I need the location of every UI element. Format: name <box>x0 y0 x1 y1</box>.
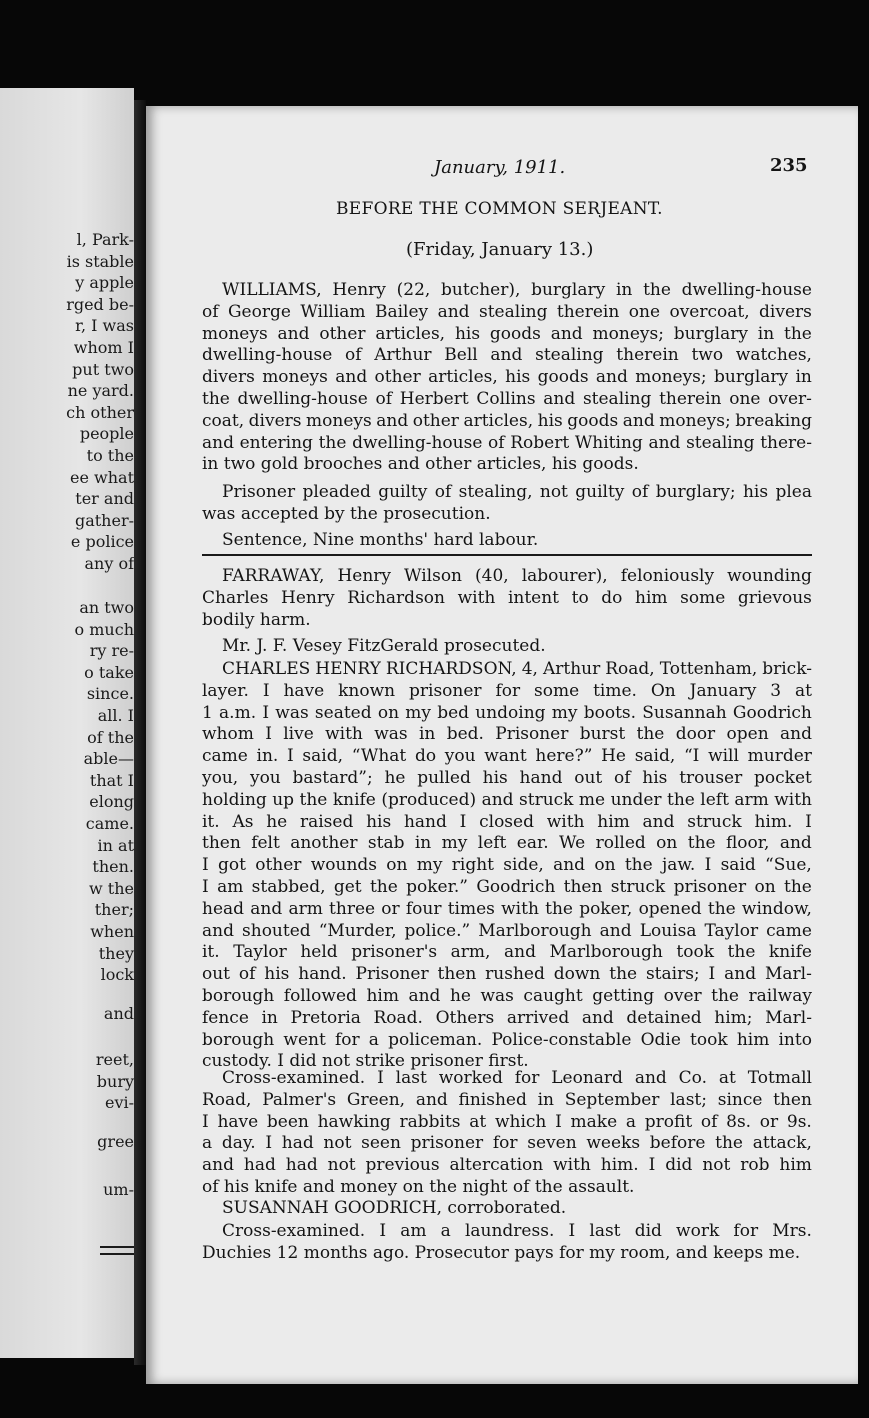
text-line: out of his hand. Prisoner then rushed down the stairs; I and Marl- <box>202 964 812 985</box>
court-heading: BEFORE THE COMMON SERJEANT. <box>336 199 663 219</box>
left-page-text-fragment: an two <box>79 598 134 617</box>
text-line: I am stabbed, get the poker.” Goodrich then struck prisoner on the <box>202 877 812 897</box>
left-page-text-fragment: reet, <box>95 1050 134 1069</box>
left-page-text-fragment: and <box>103 1004 134 1023</box>
text-line: in two gold brooches and other articles, his goods. <box>202 454 639 475</box>
right-page <box>146 106 858 1384</box>
left-page-text-fragment: is stable <box>66 251 134 271</box>
left-page-text-fragment: ter and <box>75 489 134 509</box>
left-page-text-fragment: they <box>98 943 134 963</box>
left-page-text-fragment: came. <box>85 814 134 833</box>
left-page-text-fragment: l, Park- <box>76 230 134 249</box>
left-page-text-fragment: in at <box>97 835 134 855</box>
text-line: bodily harm. <box>202 609 311 630</box>
text-line: borough followed him and he was caught getting over the railway <box>202 986 812 1006</box>
text-line: coat, divers moneys and other articles, his goods and moneys; breaking <box>202 410 812 431</box>
text-line: divers moneys and other articles, his goods and moneys; burglary in <box>202 367 812 388</box>
text-line: of George William Bailey and stealing therein one overcoat, divers <box>202 301 812 322</box>
text-line: was accepted by the prosecution. <box>202 503 491 524</box>
left-page-text-fragment: gather- <box>74 510 134 530</box>
text-line: moneys and other articles, his goods and moneys; burglary in the <box>202 323 812 344</box>
left-page-text-fragment: o take <box>84 662 134 682</box>
left-page-text-fragment: that I <box>89 770 134 790</box>
running-title: January, 1911. <box>434 157 566 178</box>
left-page-rule <box>100 1246 134 1255</box>
left-page-text-fragment: all. I <box>97 706 134 725</box>
text-line: custody. I did not strike prisoner first. <box>202 1051 529 1072</box>
text-line: it. Taylor held prisoner's arm, and Marlborough took the knife <box>202 942 812 963</box>
left-page-text-fragment: um- <box>103 1180 134 1199</box>
text-line: a day. I had not seen prisoner for seven weeks before the attack, <box>202 1133 812 1154</box>
text-line: Road, Palmer's Green, and finished in September last; since then <box>202 1089 812 1110</box>
left-page-text-fragment: able— <box>83 749 134 769</box>
left-page-text-fragment: e police <box>70 532 134 552</box>
left-page-text-fragment: evi- <box>104 1093 134 1113</box>
goodrich-line: SUSANNAH GOODRICH, corroborated. <box>222 1198 567 1218</box>
text-line: the dwelling-house of Herbert Collins and stealing therein one over- <box>202 389 812 409</box>
left-page-text-fragment: since. <box>86 684 134 704</box>
section-divider <box>202 554 812 556</box>
left-page-text-fragment: w the <box>89 878 134 898</box>
text-line: head and arm three or four times with the poker, opened the window, <box>202 898 812 919</box>
left-page-text-fragment: to the <box>86 446 134 465</box>
left-page-text-fragment: then. <box>92 857 134 877</box>
text-line: Cross-examined. I am a laundress. I last did work for Mrs. <box>222 1221 812 1241</box>
text-line: fence in Pretoria Road. Others arrived and detained him; Marl- <box>202 1007 812 1028</box>
left-page <box>0 88 134 1358</box>
text-line: layer. I have known prisoner for some time. On January 3 at <box>202 680 812 701</box>
left-page-text-fragment: o much <box>74 619 134 639</box>
text-line: 1 a.m. I was seated on my bed undoing my boots. Susannah Goodrich <box>202 702 812 723</box>
text-line: and shouted “Murder, police.” Marlborough and Louisa Taylor came <box>202 920 812 941</box>
left-page-text-fragment: lock <box>100 965 134 985</box>
left-page-text-fragment: people <box>79 424 134 444</box>
text-line: of his knife and money on the night of the assault. <box>202 1177 635 1197</box>
left-page-text-fragment: whom I <box>73 338 134 357</box>
left-page-text-fragment: ee what <box>70 467 134 487</box>
text-line: then felt another stab in my left ear. We rolled on the floor, and <box>202 833 812 854</box>
text-line: and had had not previous altercation with him. I did not rob him <box>202 1155 812 1176</box>
text-line: I got other wounds on my right side, and on the jaw. I said “Sue, <box>202 855 812 876</box>
text-line: and entering the dwelling-house of Robert Whiting and stealing there- <box>202 432 812 453</box>
left-page-text-fragment: ry re- <box>89 641 134 661</box>
text-line: I have been hawking rabbits at which I make a profit of 8s. or 9s. <box>202 1111 812 1132</box>
session-date: (Friday, January 13.) <box>406 239 594 260</box>
text-line: Prisoner pleaded guilty of stealing, not guilty of burglary; his plea <box>222 482 812 502</box>
left-page-text-fragment: y apple <box>75 273 134 293</box>
text-line: came in. I said, “What do you want here?” He said, “I will murder <box>202 746 812 767</box>
left-page-text-fragment: ther; <box>94 900 134 920</box>
page-number: 235 <box>770 155 808 176</box>
text-line: CHARLES HENRY RICHARDSON, 4, Arthur Road, Tottenham, brick- <box>222 659 812 679</box>
text-line: Duchies 12 months ago. Prosecutor pays for my room, and keeps me. <box>202 1242 801 1263</box>
text-line: holding up the knife (produced) and struck me under the left arm with <box>202 789 812 810</box>
book-gutter <box>134 100 146 1365</box>
left-page-text-fragment: when <box>90 922 134 941</box>
left-page-text-fragment: gree <box>97 1132 134 1151</box>
text-line: it. As he raised his hand I closed with him and struck him. I <box>202 811 812 832</box>
left-page-text-fragment: ch other <box>66 402 134 422</box>
left-page-text-fragment: ne yard. <box>67 381 134 401</box>
text-line: WILLIAMS, Henry (22, butcher), burglary in the dwelling-house <box>222 280 812 300</box>
text-line: Cross-examined. I last worked for Leonard and Co. at Totmall <box>222 1068 812 1088</box>
text-line: FARRAWAY, Henry Wilson (40, labourer), feloniously wounding <box>222 566 812 586</box>
left-page-text-fragment: any of <box>84 554 134 573</box>
text-line: you, you bastard”; he pulled his hand out of his trouser pocket <box>202 768 812 788</box>
left-page-text-fragment: put two <box>72 359 134 379</box>
prosecutor-line: Mr. J. F. Vesey FitzGerald prosecuted. <box>222 636 546 656</box>
text-line: whom I live with was in bed. Prisoner burst the door open and <box>202 724 812 745</box>
left-page-text-fragment: r, I was <box>75 316 134 336</box>
text-line: borough went for a policeman. Police-constable Odie took him into <box>202 1029 812 1050</box>
left-page-text-fragment: elong <box>89 792 134 812</box>
text-line: dwelling-house of Arthur Bell and stealing therein two watches, <box>202 345 812 366</box>
left-page-text-fragment: rged be- <box>66 294 134 314</box>
left-page-text-fragment: bury <box>96 1071 134 1091</box>
case-williams-sentence: Sentence, Nine months' hard labour. <box>222 530 539 550</box>
text-line: Charles Henry Richardson with intent to do him some grievous <box>202 587 812 608</box>
left-page-text-fragment: of the <box>87 727 134 747</box>
